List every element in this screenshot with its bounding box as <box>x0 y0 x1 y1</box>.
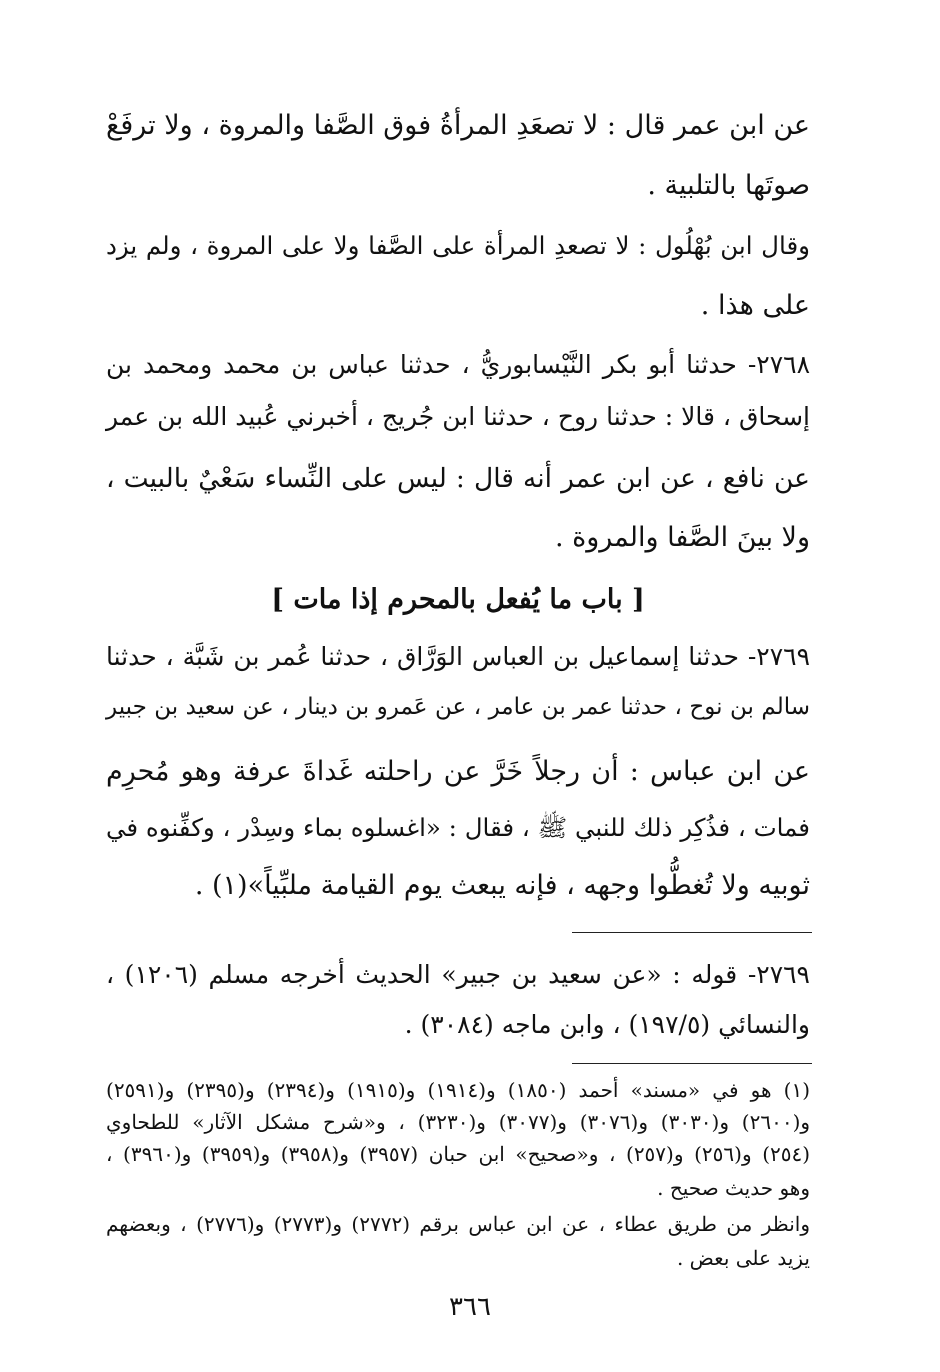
footnote-line: وانظر من طريق عطاء ، عن ابن عباس برقم (٢٧٧٢) و(٢٧٧٣) و(٢٧٧٦) ، وبعضهم <box>106 1212 810 1236</box>
commentary-line: والنسائي (١٩٧/٥) ، وابن ماجه (٣٠٨٤) . <box>404 1010 810 1039</box>
text-line: وقال ابن بُهْلُول : لا تصعدِ المرأة على الصَّفا ولا على المروة ، ولم يزد <box>106 231 810 260</box>
text-line: ولا بينَ الصَّفا والمروة . <box>554 522 810 553</box>
text-line: فمات ، فذُكِر ذلك للنبي ﷺ ، فقال : «اغسلوه بماء وسِدْر ، وكفِّنوه في <box>106 813 810 842</box>
footnote-line: يزيد على بعض . <box>676 1246 810 1270</box>
isnad-line: إسحاق ، قالا : حدثنا روح ، حدثنا ابن جُريج ، أخبرني عُبيد الله بن عمر <box>106 402 810 431</box>
footnote-line: وهو حديث صحيح . <box>657 1176 810 1200</box>
isnad-line: ٢٧٦٨- حدثنا أبو بكر النَّيْسابوريُّ ، حدثنا عباس بن محمد ومحمد بن <box>106 350 810 379</box>
footnote-line: (١) هو في «مسند» أحمد (١٨٥٠) و(١٩١٤) و(١٩١٥) و(٢٣٩٤) و(٢٣٩٥) و(٢٥٩١) <box>106 1078 811 1102</box>
page-number: ٣٦٦ <box>449 1292 491 1322</box>
footnote-line: و(٢٦٠٠) و(٣٠٣٠) و(٣٠٧٦) و(٣٠٧٧) و(٣٢٣٠) ، و«شرح مشكل الآثار» للطحاوي <box>106 1110 811 1134</box>
text-line: عن ابن عباس : أن رجلاً خَرَّ عن راحلته غَداةَ عرفة وهو مُحرِم <box>106 756 810 787</box>
commentary-line: ٢٧٦٩- قوله : «عن سعيد بن جبير» الحديث أخرجه مسلم (١٢٠٦) ، <box>106 960 810 989</box>
text-line: صوتَها بالتلبية . <box>647 170 810 201</box>
text-line: عن ابن عمر قال : لا تصعَدِ المرأةُ فوق الصَّفا والمروة ، ولا ترفَعْ <box>106 110 810 141</box>
separator-rule <box>572 932 812 933</box>
chapter-heading: [ باب ما يُفعل بالمحرم إذا مات ] <box>271 584 645 615</box>
text-line: على هذا . <box>700 290 810 321</box>
text-line: عن نافع ، عن ابن عمر أنه قال : ليس على النِّساء سَعْيٌ بالبيت ، <box>106 463 810 494</box>
isnad-line: ٢٧٦٩- حدثنا إسماعيل بن العباس الوَرَّاق ، حدثنا عُمر بن شَبَّة ، حدثنا <box>106 642 810 671</box>
footnote-rule <box>572 1063 812 1064</box>
text-line: ثوبيه ولا تُغطُّوا وجهه ، فإنه يبعث يوم القيامة ملبِّياً»(١) . <box>194 870 810 901</box>
isnad-line: سالم بن نوح ، حدثنا عمر بن عامر ، عن عَمرو بن دينار ، عن سعيد بن جبير <box>106 694 810 720</box>
footnote-line: (٢٥٤) و(٢٥٦) و(٢٥٧) ، و«صحيح» ابن حبان (٣٩٥٧) و(٣٩٥٨) و(٣٩٥٩) و(٣٩٦٠) ، <box>106 1142 811 1166</box>
